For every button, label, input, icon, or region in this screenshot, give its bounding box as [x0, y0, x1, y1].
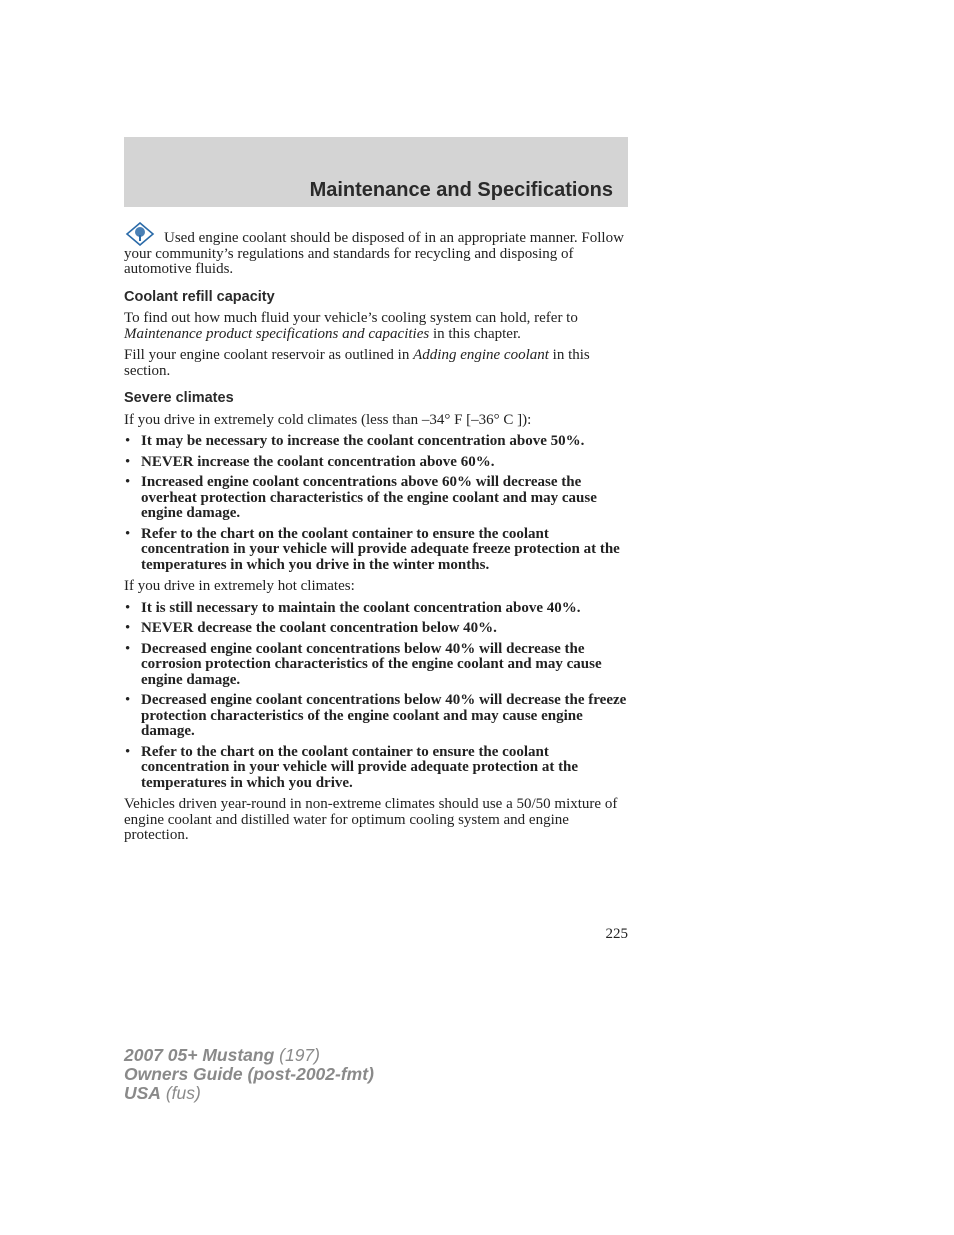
list-item-text: Increased engine coolant concentrations above 60% will decrease the overheat protection characteristics of the engine coolant and may cause engine damage. [141, 474, 597, 521]
recycling-note-text: Used engine coolant should be disposed of in an appropriate manner. Follow your community’s regulations and standards for recycling and disposing of automotive fluids. [124, 230, 624, 277]
closing-paragraph: Vehicles driven year-round in non-extreme climates should use a 50/50 mixture of engine coolant and distilled water for optimum cooling system and engine protection. [124, 796, 618, 843]
bullet: • [125, 599, 131, 616]
list-item-text: Decreased engine coolant concentrations below 40% will decrease the corrosion protection characteristics of the engine coolant and may cause engine damage. [141, 640, 602, 688]
text-span: To find out how much fluid your vehicle’s cooling system can hold, refer to [124, 310, 578, 326]
bullet: • [125, 453, 131, 470]
list-item [124, 642, 628, 689]
list-item-text: It is still necessary to maintain the coolant concentration above 40%. [141, 599, 581, 616]
bullet: • [125, 640, 131, 657]
list-item-text: Refer to the chart on the coolant container to ensure the coolant concentration in your vehicle will provide adequate freeze protection at the temperatures in which you drive in the winter months. [141, 525, 620, 573]
list-item [124, 455, 628, 471]
hot-climates-list [124, 601, 628, 792]
recycle-tree-icon [125, 222, 155, 246]
list-item [124, 475, 628, 522]
section-title: Maintenance and Specifications [309, 179, 613, 201]
section-header [124, 137, 628, 207]
bullet: • [125, 433, 131, 449]
model-code: (197) [274, 1045, 320, 1065]
list-item-text: It may be necessary to increase the coolant concentration above 50%. [141, 433, 585, 449]
hot-climates-intro: If you drive in extremely hot climates: [124, 578, 355, 594]
bullet: • [125, 525, 131, 542]
list-item-text: Decreased engine coolant concentrations below 40% will decrease the freeze protection characteristics of the engine coolant and may cause engine damage. [141, 692, 627, 739]
list-item-text: Refer to the chart on the coolant container to ensure the coolant concentration in your vehicle will provide adequate protection at the temperatures in which you drive. [141, 743, 579, 791]
severe-climates-heading: Severe climates [124, 390, 234, 406]
recycling-note [124, 222, 628, 278]
footer-line-2: Owners Guide (post-2002-fmt) [124, 1064, 374, 1084]
market-name: USA [124, 1083, 161, 1103]
cross-reference: Adding engine coolant [413, 347, 549, 363]
list-item [124, 434, 628, 450]
footer-line-3 [124, 1084, 374, 1103]
bullet: • [125, 620, 131, 636]
market-code: (fus) [160, 1083, 201, 1103]
list-item [124, 527, 628, 574]
model-name: 2007 05+ Mustang [124, 1045, 275, 1065]
document-footer [124, 1046, 374, 1103]
list-item-text: NEVER decrease the coolant concentration below 40%. [141, 620, 497, 636]
list-item [124, 693, 628, 740]
bullet: • [125, 692, 131, 708]
page-content [124, 222, 628, 850]
coolant-refill-heading: Coolant refill capacity [124, 288, 275, 305]
page-number: 225 [605, 926, 628, 942]
cold-climates-intro: If you drive in extremely cold climates (less than –34° F [–36° C ]): [124, 411, 532, 428]
bullet: • [125, 743, 131, 760]
list-item-text: NEVER increase the coolant concentration above 60%. [141, 453, 495, 470]
footer-line-1 [124, 1046, 374, 1065]
text-span: Fill your engine coolant reservoir as outlined in [124, 347, 414, 363]
bullet: • [125, 474, 131, 490]
list-item [124, 745, 628, 792]
list-item [124, 621, 628, 637]
coolant-refill-paragraph-2 [124, 348, 628, 379]
text-span: in this chapter. [429, 325, 521, 342]
text-span: in this section. [124, 347, 590, 379]
cold-climates-list [124, 434, 628, 573]
list-item [124, 601, 628, 617]
cross-reference: Maintenance product specifications and capacities [124, 325, 430, 342]
coolant-refill-paragraph-1 [124, 311, 628, 342]
